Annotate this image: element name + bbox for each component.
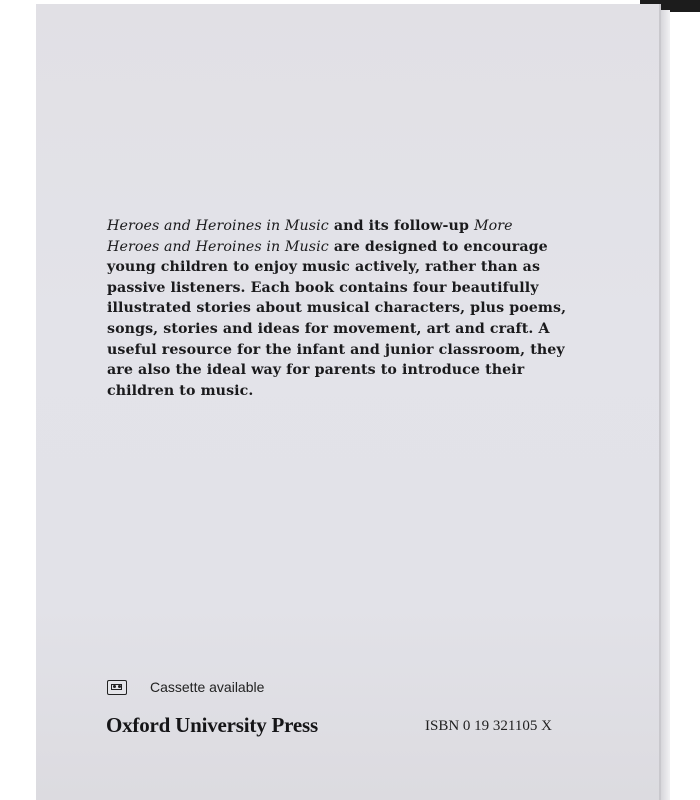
cassette-icon bbox=[107, 680, 127, 695]
isbn: ISBN 0 19 321105 X bbox=[425, 718, 552, 734]
cassette-label: Cassette available bbox=[150, 679, 265, 695]
book-title: Heroes and Heroines in Music bbox=[107, 218, 329, 234]
cassette-note bbox=[107, 677, 264, 697]
description-text bbox=[107, 216, 567, 401]
book-title: More Heroes and Heroines in Music bbox=[107, 218, 513, 255]
description-fragment: are designed to encourage young children to enjoy music actively, rather than as passive listeners. Each book contains four beautifully illustrated stories about musical characters, plus poems, songs, stories and ideas for movement, art and craft. A useful resource for the infant and junior classroom, they are also the ideal way for parents to introduce their children to music. bbox=[107, 238, 567, 399]
cover-edge bbox=[661, 10, 670, 800]
description-fragment: and its follow-up bbox=[328, 218, 475, 234]
publisher-name: Oxford University Press bbox=[106, 713, 318, 737]
